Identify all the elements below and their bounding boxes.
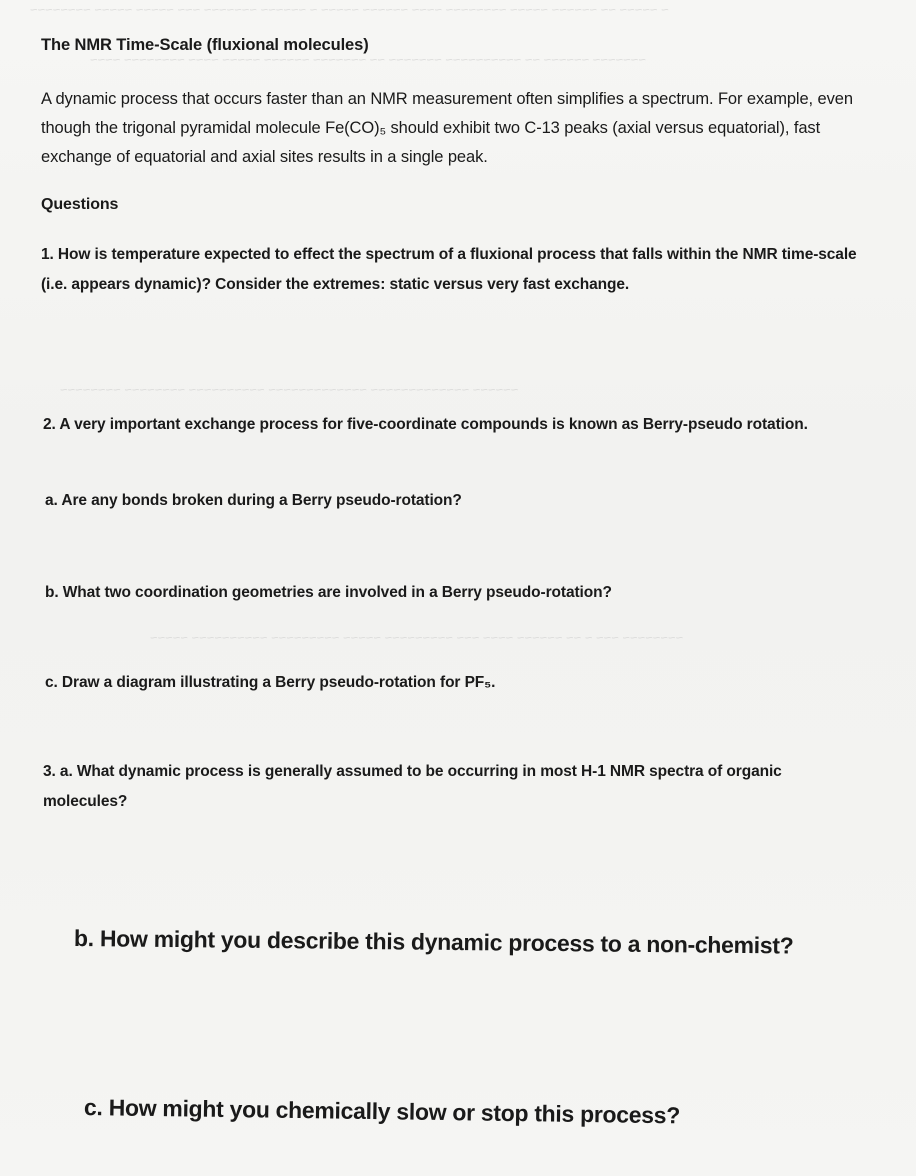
question-2c: c. Draw a diagram illustrating a Berry pseudo-rotation for PF₅. xyxy=(45,674,496,691)
question-3a: 3. a. What dynamic process is generally assumed to be occurring in most H-1 NMR spectra of organic molecules? xyxy=(43,763,782,810)
page-title: The NMR Time-Scale (fluxional molecules) xyxy=(41,36,369,54)
show-through-text: ~~~~~~ ~~~~~~~~~~~~~ ~~~~~~~~~~~~~ ~~~~~~~~~~ ~~~~~~~~ ~~~~~~~~ xyxy=(60,382,519,397)
question-1: 1. How is temperature expected to effect the spectrum of a fluxional process that falls within the NMR time-scale (i.e. appears dynamic)? Consider the extremes: static versus very fast exchange. xyxy=(41,246,857,293)
question-2b: b. What two coordination geometries are involved in a Berry pseudo-rotation? xyxy=(45,584,612,601)
show-through-text: ~~~~~~~~ ~~~ ~ ~~ ~~~~~~ ~~~~ ~~~ ~~~~~~~~~ ~~~~~ ~~~~~~~~~ ~~~~~~~~~~ ~~~~~ xyxy=(150,630,684,645)
question-2: 2. A very important exchange process for five-coordinate compounds is known as Berry-pseudo rotation. xyxy=(43,416,808,433)
question-2a: a. Are any bonds broken during a Berry pseudo-rotation? xyxy=(45,492,462,509)
questions-heading: Questions xyxy=(41,196,119,213)
show-through-text: ~~~~~~~ ~~~~~~ ~~ ~~~~~~~~~~ ~~~~~~~ ~~ ~~~~~~~ ~~~~~~ ~~~~~ ~~~~ ~~~~~~~~ ~~~~ xyxy=(90,52,646,67)
show-through-text: ~ ~~~~~ ~~ ~~~~~~ ~~~~~ ~~~~~~~~ ~~~~ ~~~~~~ ~~~~~ ~ ~~~~~~ ~~~~~~~ ~~~ ~~~~~ ~~~~~ ~~~~~~~~ xyxy=(30,2,669,17)
intro-paragraph: A dynamic process that occurs faster than an NMR measurement often simplifies a spectrum. For example, even though the trigonal pyramidal molecule Fe(CO)₅ should exhibit two C-13 peaks (axial versus equatorial), fast exchange of equatorial and axial sites results in a single peak. xyxy=(41,90,853,166)
question-3b: b. How might you describe this dynamic process to a non-chemist? xyxy=(73,925,794,959)
question-3c: c. How might you chemically slow or stop this process? xyxy=(83,1094,681,1129)
